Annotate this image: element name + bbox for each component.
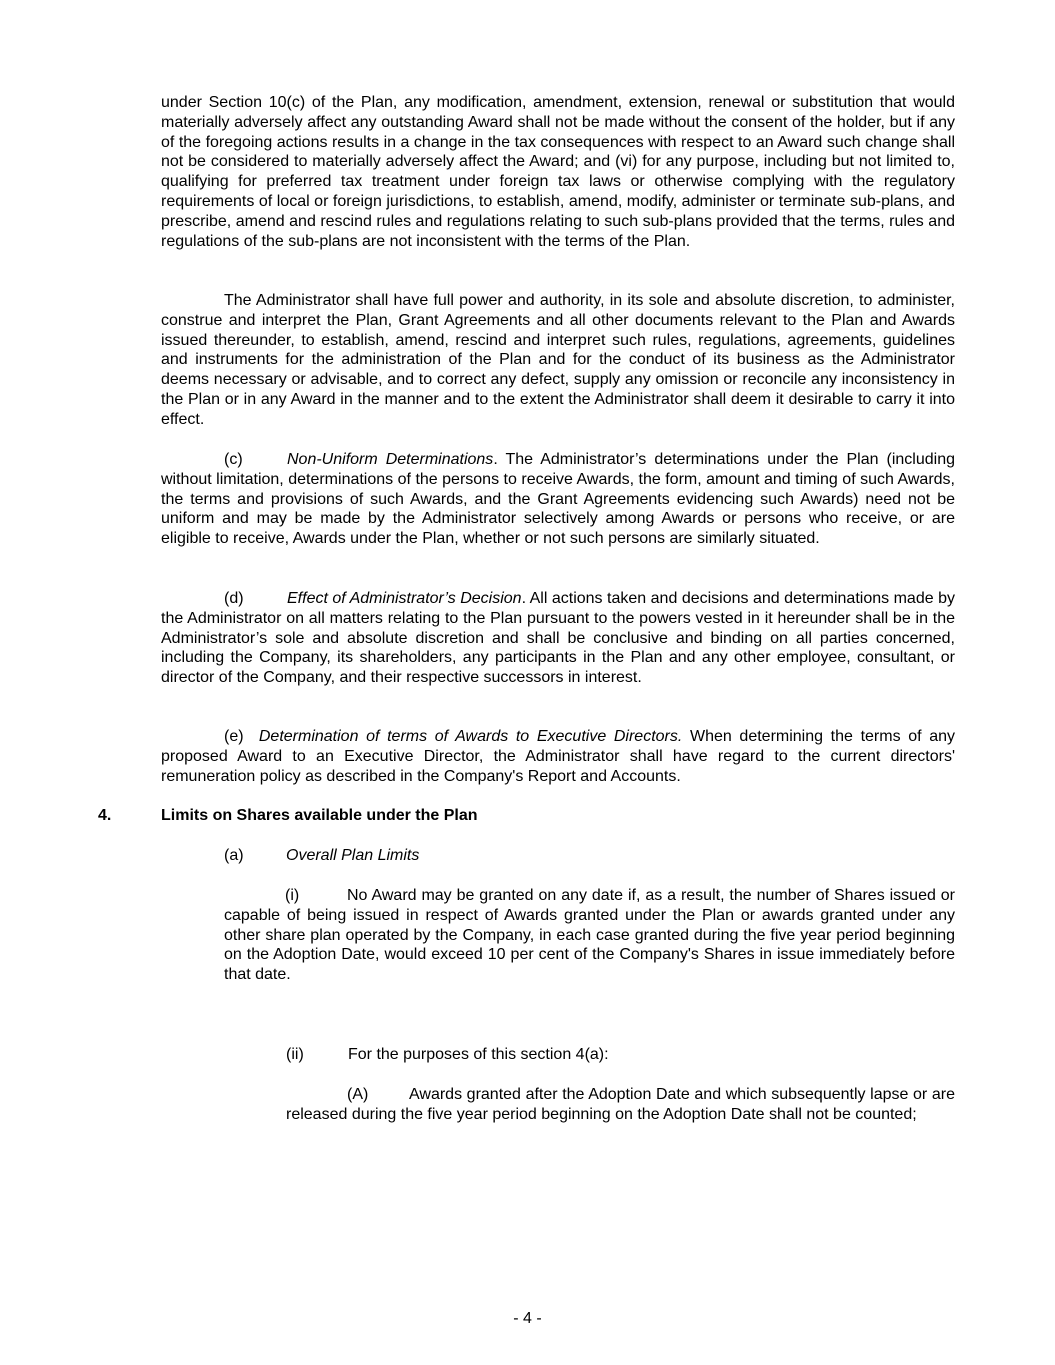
section-c-title: Non-Uniform Determinations [287,451,494,468]
paragraph-section-c [161,450,955,549]
section-4a-ii-label: (ii) [286,1046,304,1063]
paragraph-administrator-powers-continued: under Section 10(c) of the Plan, any modification, amendment, extension, renewal or substitution that would materially adversely affect any outstanding Award shall not be made without the consent of the holder, but if any of the foregoing actions results in a change in the tax consequences with respect to an Award such change shall not be considered to materially adversely affect the Award; and (vi) for any purpose, including but not limited to, qualifying for preferred tax treatment under foreign tax laws or otherwise complying with the regulatory requirements of local or foreign jurisdictions, to establish, amend, modify, administer or terminate sub-plans, and prescribe, amend and rescind rules and regulations relating to such sub-plans provided that the terms, rules and regulations of the sub-plans are not inconsistent with the terms of the Plan. [161,94,955,250]
paragraph-section-d [161,589,955,688]
section-4a-ii [286,1045,609,1065]
section-e-text: When determining the terms of any proposed Award to an Executive Director, the Administrator shall have regard to the current directors' remuneration policy as described in the Company's Report and Accounts. [161,728,955,785]
paragraph-administrator-authority: The Administrator shall have full power and authority, in its sole and absolute discretion, to administer, construe and interpret the Plan, Grant Agreements and all other documents relevant to the Plan and Awards issued thereunder, to establish, amend, rescind and interpret such rules, regulations, agreements, guidelines and instruments for the administration of the Plan and for the conduct of its business as the Administrator deems necessary or advisable, and to correct any defect, supply any omission or reconcile any inconsistency in the Plan or in any Award in the manner and to the extent the Administrator shall deem it desirable to carry it into effect. [161,292,955,428]
section-4-number: 4. [98,807,112,824]
section-4a-i-label: (i) [285,887,300,904]
section-d-label: (d) [224,590,244,607]
section-4a-ii-text: For the purposes of this section 4(a): [348,1046,609,1063]
section-d-text: . All actions taken and decisions and determinations made by the Administrator on all matters relating to the Plan pursuant to the powers vested in it hereunder shall be in the Administrator’s sole and absolute discretion and shall be conclusive and binding on all parties concerned, including the Company, its shareholders, any participants in the Plan and any other employee, consultant, or director of the Company, and their respective successors in interest. [161,590,955,687]
section-4a-label: (a) [224,847,244,864]
section-c-text: . The Administrator’s determinations under the Plan (including without limitation, determinations of the persons to receive Awards, the form, amount and timing of such Awards, the terms and provisions of such Awards, and the Grant Agreements evidencing such Awards) need not be uniform and may be made by the Administrator selectively among Awards or persons who receive, or are eligible to receive, Awards under the Plan, whether or not such persons are similarly situated. [161,451,956,548]
paragraph-section-4a-i [224,886,955,985]
section-4a-i-text: No Award may be granted on any date if, as a result, the number of Shares issued or capable of being issued in respect of Awards granted under the Plan or awards granted under any other share plan operated by the Company, in each case granted during the five year period beginning on the Adoption Date, would exceed 10 per cent of the Company's Shares in issue immediately before that date. [224,887,955,984]
section-4a-title: Overall Plan Limits [286,847,420,864]
section-c-label: (c) [224,451,243,468]
section-4-heading [98,806,478,826]
section-4a-ii-A-label: (A) [347,1086,369,1103]
page-number: - 4 - [513,1310,542,1327]
section-4a-ii-A-text: Awards granted after the Adoption Date and which subsequently lapse or are released during the five year period beginning on the Adoption Date shall not be counted; [286,1086,955,1123]
section-e-title: Determination of terms of Awards to Executive Directors. [258,728,683,745]
paragraph-section-4a-ii-A [286,1085,955,1125]
section-e-label: (e) [224,728,244,745]
section-4-title: Limits on Shares available under the Plan [161,807,478,824]
section-4a-heading [224,846,419,866]
section-d-title: Effect of Administrator’s Decision [287,590,522,607]
paragraph-section-e [161,727,955,786]
